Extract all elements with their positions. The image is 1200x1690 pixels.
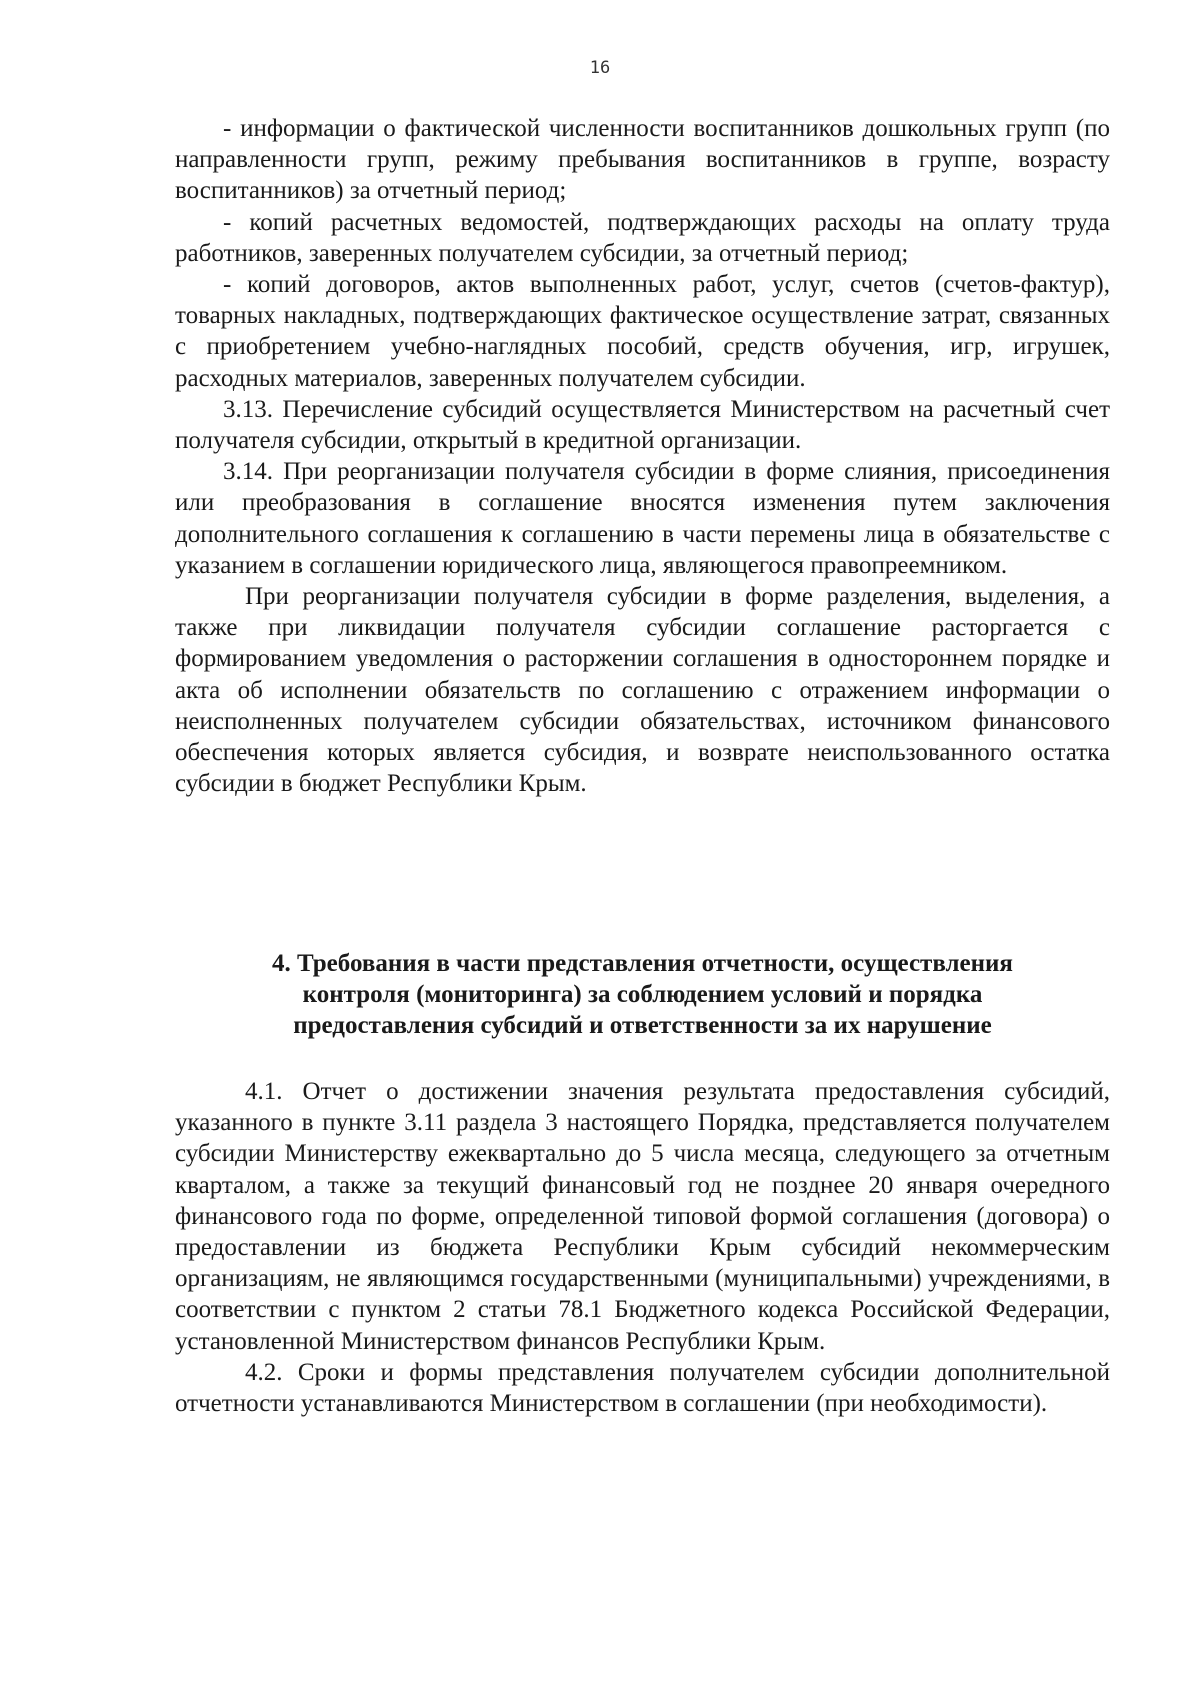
- body-text-block: [175, 113, 1110, 799]
- paragraph-3-14: 3.14. При реорганизации получателя субсидии в форме слияния, присоединения или преобразования в соглашение вносятся изменения путем заключения дополнительного соглашения к соглашению в части перемены лица в обязательстве с указанием в соглашении юридического лица, являющегося правопреемником.: [175, 458, 1110, 579]
- heading-line: контроля (мониторинга) за соблюдением условий и порядка: [302, 981, 983, 1008]
- heading-line: предоставления субсидий и ответственности за их нарушение: [293, 1012, 992, 1039]
- paragraph-payroll-copies: - копий расчетных ведомостей, подтверждающих расходы на оплату труда работников, заверенных получателем субсидии, за отчетный период;: [175, 208, 1110, 267]
- paragraph-3-13: 3.13. Перечисление субсидий осуществляется Министерством на расчетный счет получателя субсидии, открытый в кредитной организации.: [175, 395, 1110, 455]
- paragraph-reorganization: При реорганизации получателя субсидии в форме разделения, выделения, а также при ликвидации получателя субсидии соглашение расторгается с формированием уведомления о расторжении соглашения в одностороннем порядке и акта об исполнении обязательств по соглашению с отражением информации о неисполненных получателем субсидии обязательствах, источником финансового обеспечения которых является субсидия, и возврате неиспользованного остатка субсидии в бюджет Республики Крым.: [175, 583, 1110, 798]
- page-number: 16: [589, 58, 611, 78]
- paragraph-contract-copies: - копий договоров, актов выполненных работ, услуг, счетов (счетов-фактур), товарных накладных, подтверждающих фактическое осуществление затрат, связанных с приобретением учебно-наглядных пособий, средств обучения, игр, игрушек, расходных материалов, заверенных получателем субсидии.: [175, 271, 1110, 392]
- section-4-body: [175, 1076, 1110, 1419]
- paragraph-4-2: 4.2. Сроки и формы представления получателем субсидии дополнительной отчетности устанавливаются Министерством в соглашении (при необходимости).: [175, 1358, 1110, 1418]
- section-4-heading: [175, 948, 1110, 1041]
- paragraph-preschool-info: - информации о фактической численности воспитанников дошкольных групп (по направленности групп, режиму пребывания воспитанников в группе, возрасту воспитанников) за отчетный период;: [175, 115, 1110, 205]
- paragraph-4-1: 4.1. Отчет о достижении значения результата предоставления субсидий, указанного в пункте 3.11 раздела 3 настоящего Порядка, представляется получателем субсидии Министерству ежеквартально до 5 числа месяца, следующего за отчетным кварталом, а также за текущий финансовый год не позднее 20 января очередного финансового года по форме, определенной типовой формой соглашения (договора) о предоставлении из бюджета Республики Крым субсидий некоммерческим организациям, не являющимся государственными (муниципальными) учреждениями, в соответствии с пунктом 2 статьи 78.1 Бюджетного кодекса Российской Федерации, установленной Министерством финансов Республики Крым.: [175, 1078, 1110, 1355]
- heading-line: 4. Требования в части представления отчетности, осуществления: [272, 950, 1013, 977]
